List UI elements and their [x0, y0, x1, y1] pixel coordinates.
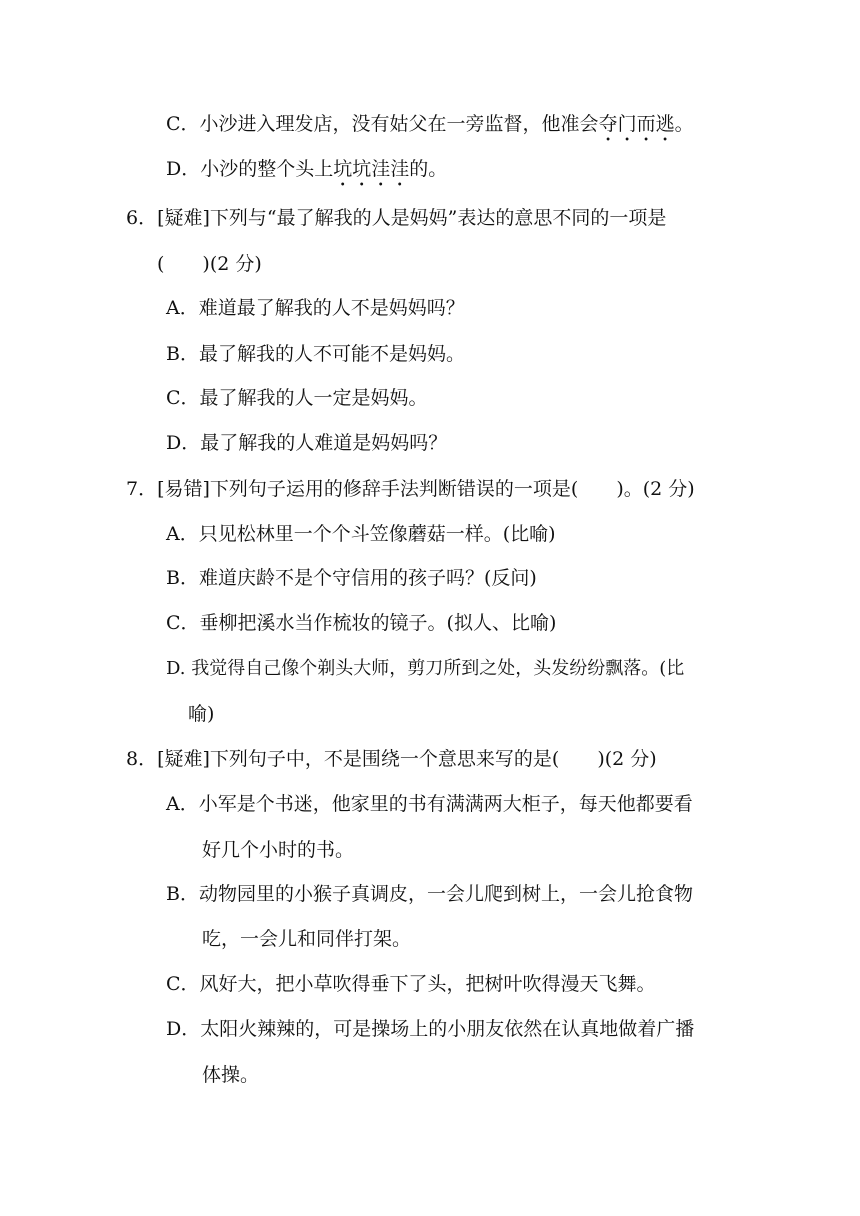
- option-text-end: 的。: [409, 158, 448, 180]
- question-text: 下列与“最了解我的人是妈妈”表达的意思不同的一项是: [209, 207, 667, 229]
- q8-option-c: [166, 972, 656, 996]
- option-text: 难道最了解我的人不是妈妈吗？: [198, 297, 465, 319]
- q7-option-b: [166, 566, 537, 590]
- q5-option-c: [166, 112, 694, 146]
- option-label: C．: [166, 387, 200, 409]
- option-label: B．: [166, 343, 199, 365]
- option-text: 太阳火辣辣的，可是操场上的小朋友依然在认真地做着广播: [200, 1018, 695, 1040]
- option-text: 难道庆龄不是个守信用的孩子吗？(反问): [198, 567, 537, 589]
- question-tag: [易错]: [157, 478, 210, 500]
- option-text: 小军是个书迷，他家里的书有满满两大柜子，每天他都要看: [198, 793, 693, 815]
- option-text: 动物园里的小猴子真调皮，一会儿爬到树上，一会儿抢食物: [198, 883, 693, 905]
- q7-option-d-continuation: 喻): [188, 703, 215, 725]
- question-tag: [疑难]: [157, 748, 210, 770]
- option-label: B．: [166, 883, 199, 905]
- option-label: D．: [166, 432, 201, 454]
- option-text: 小沙进入理发店，没有姑父在一旁监督，他准会: [199, 113, 599, 135]
- q8-option-d-continuation: 体操。: [202, 1064, 260, 1086]
- q8-option-b: [166, 882, 693, 906]
- option-text: 最了解我的人难道是妈妈吗？: [200, 432, 448, 454]
- option-text: 小沙的整个头上: [200, 158, 334, 180]
- option-text: 垂柳把溪水当作梳妆的镜子。(拟人、比喻): [199, 612, 557, 634]
- option-label: A．: [166, 523, 199, 545]
- q8-option-a: [166, 792, 693, 816]
- question-tag: [疑难]: [157, 207, 210, 229]
- q6-stem-continuation: ( )(2 分): [157, 253, 262, 275]
- q7-option-d: [166, 657, 684, 681]
- option-label: D．: [166, 1018, 201, 1040]
- q8-option-a-continuation: 好几个小时的书。: [202, 839, 355, 861]
- option-text: 最了解我的人一定是妈妈。: [199, 387, 428, 409]
- q7-option-a: [166, 522, 556, 546]
- question-number: 7．: [126, 478, 158, 500]
- q6-option-b: [166, 342, 465, 366]
- q8-option-d: [166, 1017, 694, 1041]
- question-number: 8．: [126, 748, 158, 770]
- option-text: 我觉得自己像个剃头大师，剪刀所到之处，头发纷纷飘落。(比: [191, 658, 685, 679]
- q5-option-d: [166, 157, 447, 191]
- q8-stem: [126, 747, 657, 771]
- option-label: D.: [166, 658, 186, 679]
- question-number: 6．: [126, 207, 158, 229]
- question-text: 下列句子中，不是围绕一个意思来写的是( )(2 分): [209, 748, 657, 770]
- q6-option-c: [166, 386, 428, 410]
- option-label: B．: [166, 567, 199, 589]
- option-text-end: 。: [674, 113, 694, 135]
- option-text: 只见松林里一个个斗笠像蘑菇一样。(比喻): [198, 523, 556, 545]
- option-label: D．: [166, 158, 201, 180]
- option-label: A．: [166, 297, 199, 319]
- option-label: C．: [166, 612, 200, 634]
- option-label: A．: [166, 793, 199, 815]
- q7-stem: [126, 477, 695, 501]
- q6-stem: [126, 206, 666, 230]
- emphasized-phrase: 夺门而逃: [598, 113, 675, 135]
- question-text: 下列句子运用的修辞手法判断错误的一项是( )。(2 分): [209, 478, 695, 500]
- q6-option-a: [166, 296, 465, 320]
- option-label: C．: [166, 973, 200, 995]
- q8-option-b-continuation: 吃，一会儿和同伴打架。: [202, 928, 412, 950]
- emphasized-phrase: 坑坑洼洼: [333, 158, 410, 180]
- q7-option-c: [166, 611, 556, 635]
- option-text: 最了解我的人不可能不是妈妈。: [198, 343, 465, 365]
- option-label: C．: [166, 113, 200, 135]
- option-text: 风好大，把小草吹得垂下了头，把树叶吹得漫天飞舞。: [199, 973, 656, 995]
- q6-option-d: [166, 431, 447, 455]
